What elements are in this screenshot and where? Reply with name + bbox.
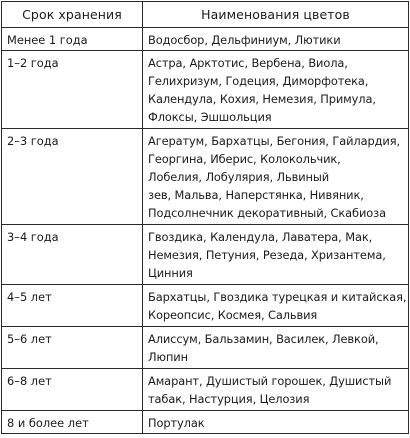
- storage-period-cell: Менее 1 года: [2, 28, 143, 51]
- table-row: [2, 369, 409, 411]
- flower-names-cell: [143, 129, 409, 225]
- flower-names-line: табак, Настурция, Целозия: [148, 392, 310, 406]
- flower-names-line: Портулак: [148, 416, 205, 430]
- flower-names-line: Водосбор, Дельфиниум, Лютики: [148, 33, 341, 47]
- storage-period-cell: 1–2 года: [2, 51, 143, 129]
- flower-names-line: Агератум, Бархатцы, Бегония, Гайлардия,: [148, 134, 400, 148]
- flower-names-cell: [143, 285, 409, 327]
- flower-names-line: Алиссум, Бальзамин, Василек, Левкой,: [148, 332, 379, 346]
- flower-names-cell: [143, 225, 409, 285]
- flower-names-line: Георгина, Иберис, Колокольчик,: [148, 152, 341, 166]
- flower-names-line: Кореопсис, Космея, Сальвия: [148, 308, 318, 322]
- flower-names-line: Календула, Кохия, Немезия, Примула,: [148, 92, 376, 106]
- table-row: [2, 129, 409, 225]
- flower-names-line: Цинния: [148, 266, 193, 280]
- flower-names-line: Гвоздика, Календула, Лаватера, Мак,: [148, 230, 373, 244]
- table-row: [2, 225, 409, 285]
- flower-names-cell: [143, 327, 409, 369]
- storage-period-cell: 4–5 лет: [2, 285, 143, 327]
- flower-names-line: Подсолнечник декоративный, Скабиоза: [148, 206, 386, 220]
- flower-names-line: Амарант, Душистый горошек, Душистый: [148, 374, 392, 388]
- storage-period-cell: 6–8 лет: [2, 369, 143, 411]
- flower-names-line: Люпин: [148, 350, 188, 364]
- header-row: [2, 2, 409, 28]
- flower-names-line: Флоксы, Эшшольция: [148, 110, 272, 124]
- table-row: [2, 51, 409, 129]
- flower-names-line: зев, Мальва, Наперстянка, Нивяник,: [148, 188, 364, 202]
- storage-period-cell: 5–6 лет: [2, 327, 143, 369]
- table-row: [2, 28, 409, 51]
- storage-period-cell: 3–4 года: [2, 225, 143, 285]
- flower-names-line: Лобелия, Лобулярия, Львиный: [148, 170, 330, 184]
- flower-names-line: Гелихризум, Годеция, Диморфотека,: [148, 74, 369, 88]
- flower-names-line: Астра, Арктотис, Вербена, Виола,: [148, 56, 348, 70]
- flower-names-line: Бархатцы, Гвоздика турецкая и китайская,: [148, 290, 407, 304]
- storage-period-cell: 2–3 года: [2, 129, 143, 225]
- flower-names-line: Немезия, Петуния, Резеда, Хризантема,: [148, 248, 386, 262]
- table-row: [2, 327, 409, 369]
- flower-names-cell: [143, 51, 409, 129]
- flower-names-cell: [143, 369, 409, 411]
- flower-names-cell: [143, 28, 409, 51]
- table-row: [2, 411, 409, 434]
- flower-names-cell: [143, 411, 409, 434]
- table-row: [2, 285, 409, 327]
- header-storage-period: Срок хранения: [2, 2, 143, 28]
- header-flower-names: Наименования цветов: [143, 2, 409, 28]
- seed-storage-table: [1, 1, 409, 434]
- storage-period-cell: 8 и более лет: [2, 411, 143, 434]
